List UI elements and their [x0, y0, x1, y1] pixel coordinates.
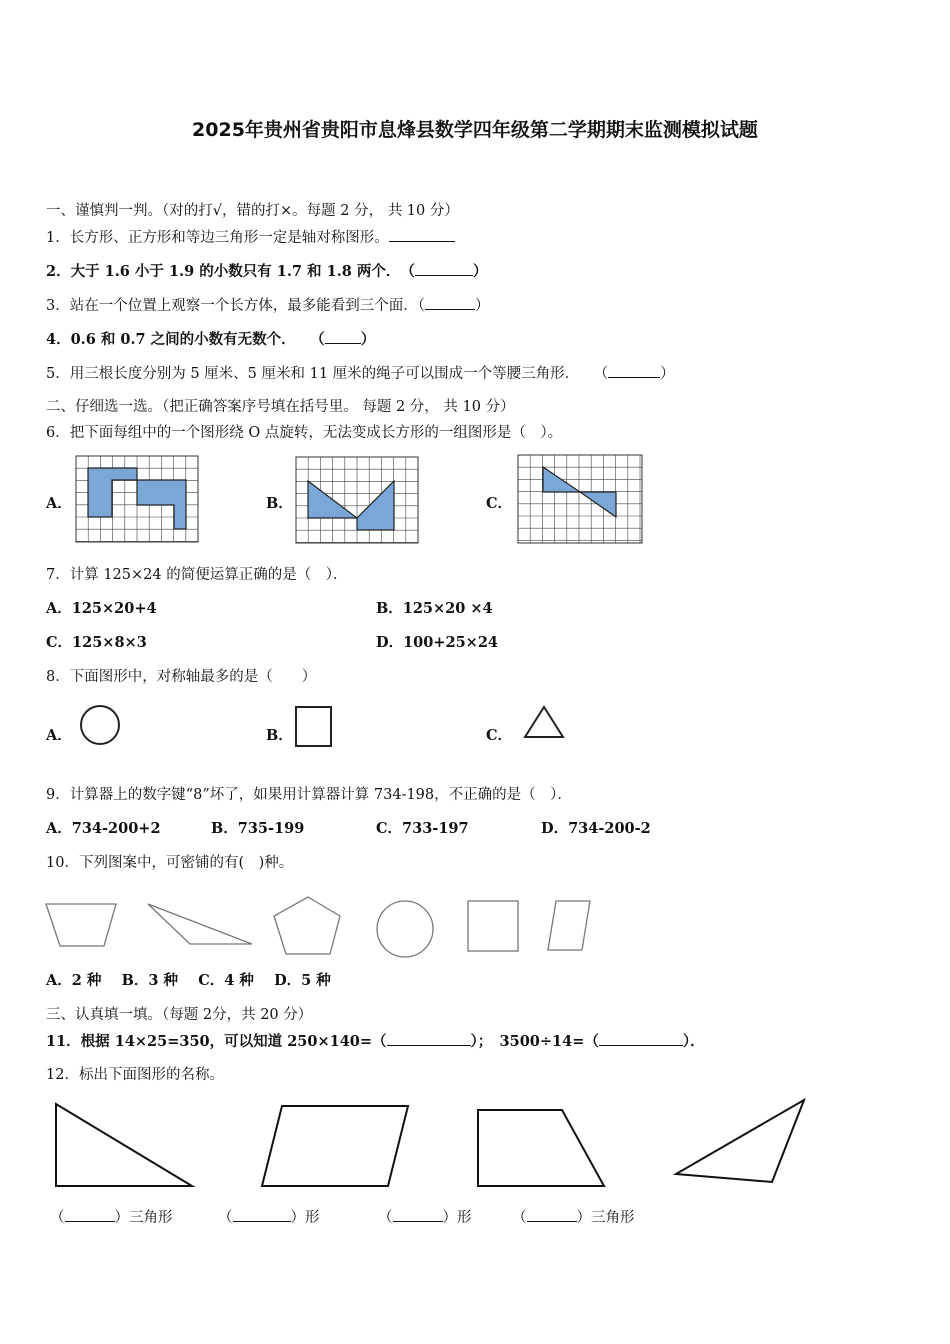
- q10-option-c[interactable]: C．4 种: [198, 972, 254, 989]
- q7-option-d[interactable]: D．100+25×24: [376, 634, 498, 651]
- label-2-suffix: 形: [305, 1210, 320, 1226]
- answer-blank[interactable]: [425, 296, 475, 310]
- question-2: [46, 262, 487, 281]
- q7-option-b[interactable]: B．125×20 ×4: [376, 600, 493, 617]
- q10-option-d[interactable]: D．5 种: [274, 972, 331, 989]
- q11-text-a: 11．根据 14×25=350，可以知道 250×140=（: [46, 1033, 387, 1050]
- tiling-figures: [40, 892, 610, 964]
- q11-text-c: ）．: [682, 1033, 705, 1050]
- q10-option-b[interactable]: B．3 种: [121, 972, 178, 989]
- question-2-text: 2．大于 1.6 小于 1.9 的小数只有 1.7 和 1.8 两个．: [46, 263, 394, 280]
- q9-option-d[interactable]: D．734-200-2: [541, 820, 651, 837]
- trapezoid-figure: [46, 904, 116, 946]
- question-1: [46, 228, 455, 247]
- q7-option-a[interactable]: A．125×20+4: [46, 600, 157, 617]
- section2-heading: 二、仔细选一选。（把正确答案序号填在括号里。 每题 2 分， 共 10 分）: [46, 399, 515, 415]
- label-1: （ ）三角形: [50, 1210, 173, 1226]
- page-title: 2025年贵州省贵阳市息烽县数学四年级第二学期期末监测模拟试题: [192, 119, 758, 141]
- answer-blank[interactable]: [389, 228, 455, 242]
- question-4-text: 4．0.6 和 0.7 之间的小数有无数个．: [46, 331, 289, 348]
- question-12: 12．标出下面图形的名称。: [46, 1067, 224, 1083]
- paren-open: （: [407, 263, 415, 280]
- question-7: 7．计算 125×24 的简便运算正确的是（ ）．: [46, 567, 348, 583]
- right-triangle-figure: [56, 1104, 192, 1186]
- question-6: 6．把下面每组中的一个图形绕 O 点旋转，无法变成长方形的一组图形是（ ）。: [46, 425, 563, 441]
- answer-blank[interactable]: [527, 1208, 577, 1222]
- question-9: 9．计算器上的数字键“8”坏了，如果用计算器计算 734-198，不正确的是（ ）．: [46, 787, 572, 803]
- shape-c2: [580, 492, 616, 517]
- label-3: （ ）形: [378, 1210, 472, 1226]
- obtuse-triangle-figure: [148, 904, 252, 944]
- grid-lines: [518, 455, 642, 543]
- shape-naming-figures: [50, 1096, 820, 1192]
- question-4: 4．0.6 和 0.7 之间的小数有无数个． （ ）: [46, 331, 376, 348]
- rotation-grid-b: [296, 457, 418, 543]
- parallelogram-figure: [262, 1106, 408, 1186]
- answer-blank[interactable]: [608, 364, 660, 378]
- answer-blank[interactable]: [415, 262, 473, 276]
- q9-option-c[interactable]: C．733-197: [376, 820, 469, 837]
- answer-blank[interactable]: [393, 1208, 443, 1222]
- square-figure: [468, 901, 518, 951]
- q8-option-c[interactable]: C．: [486, 727, 513, 744]
- question-5: 5．用三根长度分别为 5 厘米、5 厘米和 11 厘米的绳子可以围成一个等腰三角形． （ ）: [46, 366, 675, 382]
- q6-option-a[interactable]: A．: [46, 495, 72, 512]
- circle-figure: [377, 901, 433, 957]
- answer-blank[interactable]: [387, 1032, 471, 1046]
- q6-option-c[interactable]: C．: [486, 495, 513, 512]
- q8-option-b[interactable]: B．: [266, 727, 293, 744]
- question-3-text: 3．站在一个位置上观察一个长方体，最多能看到三个面．: [46, 298, 418, 314]
- q8-option-a[interactable]: A．: [46, 727, 72, 744]
- label-4: （ ）三角形: [512, 1210, 635, 1226]
- label-1-suffix: 三角形: [129, 1210, 173, 1226]
- q10-options: [46, 972, 331, 990]
- obtuse-triangle-figure: [676, 1100, 804, 1182]
- q10-option-a[interactable]: A．2 种: [46, 972, 102, 989]
- answer-blank[interactable]: [325, 330, 361, 344]
- question-8: 8．下面图形中，对称轴最多的是（ ）: [46, 669, 317, 685]
- rotation-grid-c: [518, 455, 642, 543]
- rotation-grid-a: [76, 456, 198, 542]
- question-11: [46, 1032, 705, 1051]
- section1-heading: 一、谨慎判一判。（对的打√，错的打×。每题 2 分， 共 10 分）: [46, 203, 459, 219]
- q6-option-b[interactable]: B．: [266, 495, 293, 512]
- label-3-suffix: 形: [457, 1210, 472, 1226]
- question-1-text: 1．长方形、正方形和等边三角形一定是轴对称图形。: [46, 230, 389, 246]
- q7-option-c[interactable]: C．125×8×3: [46, 634, 147, 651]
- pentagon-figure: [274, 897, 340, 954]
- triangle-figure: [522, 704, 566, 740]
- answer-blank[interactable]: [599, 1032, 683, 1046]
- answer-blank[interactable]: [65, 1208, 115, 1222]
- paren-close: ）: [472, 263, 488, 280]
- square-figure: [294, 705, 334, 749]
- label-2: （ ）形: [218, 1210, 320, 1226]
- answer-blank[interactable]: [233, 1208, 291, 1222]
- question-5-text: 5．用三根长度分别为 5 厘米、5 厘米和 11 厘米的绳子可以围成一个等腰三角形．: [46, 366, 572, 382]
- trapezoid-figure: [478, 1110, 604, 1186]
- question-3: 3．站在一个位置上观察一个长方体，最多能看到三个面．（ ）: [46, 298, 490, 314]
- q11-text-b: ）； 3500÷14=（: [470, 1033, 599, 1050]
- question-10: 10．下列图案中，可密铺的有( )种。: [46, 855, 294, 871]
- parallelogram-figure: [548, 901, 590, 950]
- circle-figure: [78, 703, 122, 747]
- q9-option-a[interactable]: A．734-200+2: [46, 820, 161, 837]
- label-4-suffix: 三角形: [591, 1210, 635, 1226]
- section3-heading: 三、认真填一填。（每题 2分，共 20 分）: [46, 1007, 313, 1023]
- q9-option-b[interactable]: B．735-199: [211, 820, 305, 837]
